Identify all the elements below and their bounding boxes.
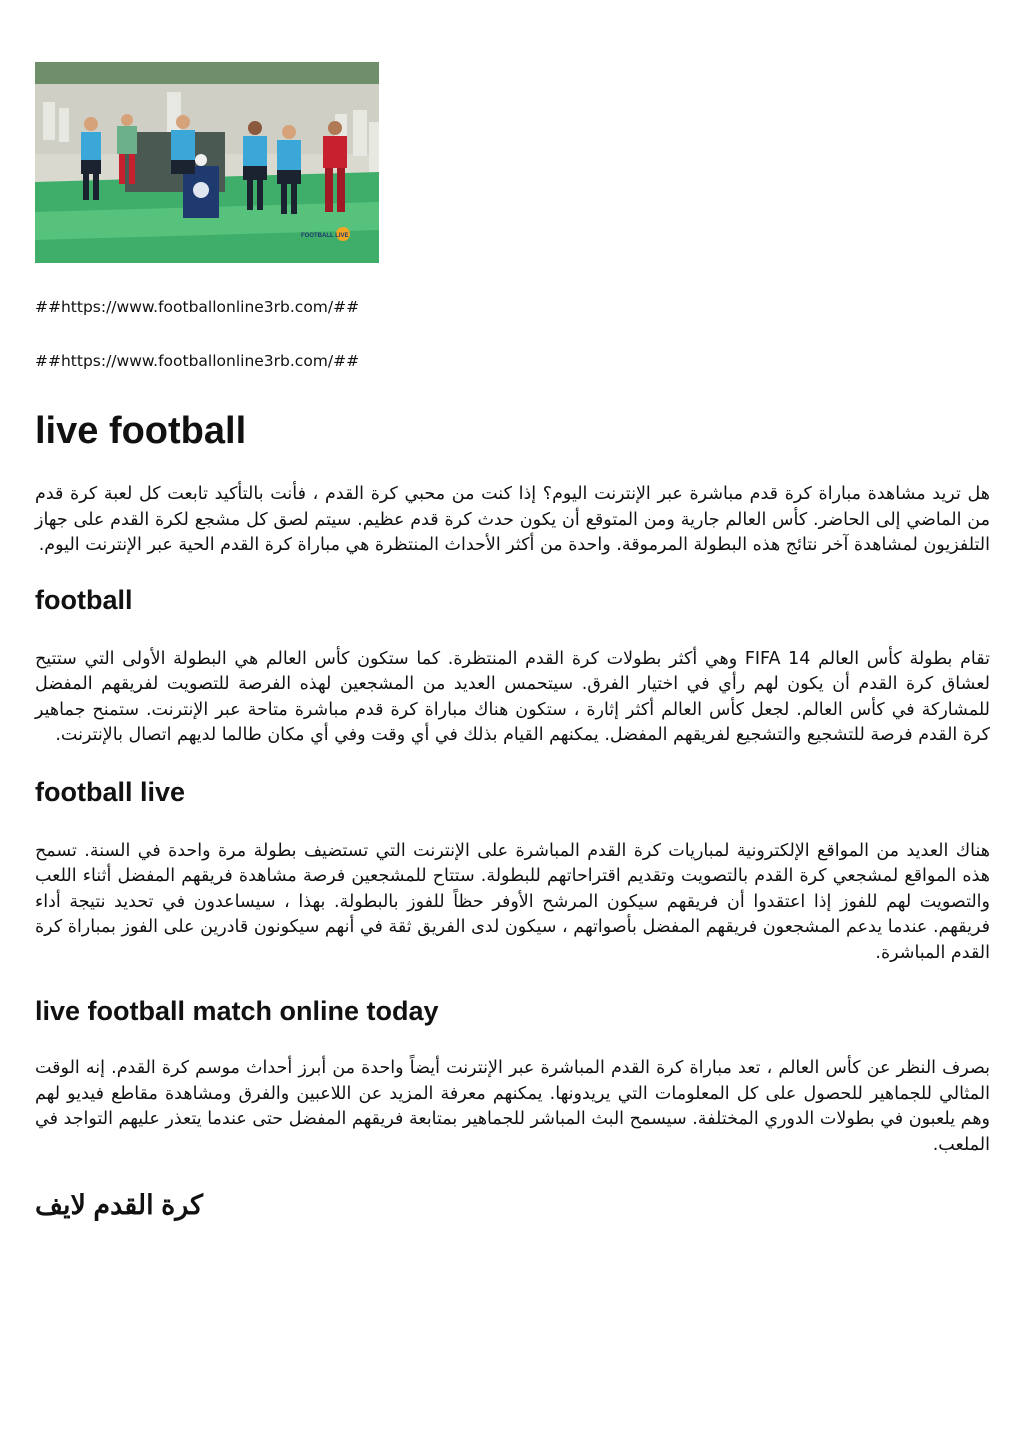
document-page: [35, 62, 990, 1222]
section-heading-arabic: كرة القدم لايف: [35, 1190, 204, 1220]
section-paragraph-football: تقام بطولة كأس العالم FIFA 14 وهي أكثر بطولات كرة القدم المنتظرة. كما ستكون كأس العالم هي البطولة الأولى التي ستتيح لعشاق كرة القدم أن يكون لهم رأي في اختيار الفرق. سيتحمس العديد من المشجعين لهذه الفرصة للتصويت لفريقهم المفضل للمشاركة في كأس العالم. لجعل كأس العالم أكثر إثارة ، ستكون هناك مباراة كرة قدم مباشرة متاحة عبر الإنترنت. ستمنح جماهير كرة القدم فرصة للتشجيع والتشجيع لفريقهم المفضل. يمكنهم القيام بذلك في أي وقت وفي أي مكان طالما لديهم اتصال بالإنترنت.: [35, 648, 990, 745]
section-paragraph-football-live: هناك العديد من المواقع الإلكترونية لمباريات كرة القدم المباشرة على الإنترنت التي تستضيف بطولة مرة واحدة في السنة. تسمح هذه المواقع لمشجعي كرة القدم بالتصويت وتقديم اقتراحاتهم للبطولة. ستتاح للمشجعين فرصة مشاهدة فريقهم المفضل أثناء اللعب والتصويت لهم للفوز إذا اعتقدوا أن فريقهم سيكون المرشح الأوفر حظاً للفوز بالبطولة. بهذا ، سيساعدون في تحديد نتيجة أداء فريقهم. عندما يدعم المشجعون فريقهم المفضل بأصواتهم ، سيكون لدى الفريق ثقة في أنهم سيكونون قادرين على الفوز بمباراة كرة القدم المباشرة.: [35, 840, 990, 963]
photo-logo-text: FOOTBALL LIVE: [301, 233, 349, 239]
match-photo: [35, 62, 379, 263]
section-heading-football: football: [35, 584, 133, 615]
section-heading-football-live: football live: [35, 776, 186, 807]
section-paragraph-live-match-today: بصرف النظر عن كأس العالم ، تعد مباراة كرة القدم المباشرة عبر الإنترنت أيضاً واحدة من أبرز أحداث موسم كرة القدم. إنه الوقت المثالي للجماهير للحصول على كل المعلومات التي يريدونها. يمكنهم معرفة المزيد عن اللاعبين والفرق ومشاهدة مقاطع فيديو لهم وهم يلعبون في بطولات الدوري المختلفة. سيسمح البث المباشر للجماهير بمتابعة فريقهم المفضل حتى عندما يتعذر عليهم التواجد في الملعب.: [35, 1058, 990, 1155]
source-url-2[interactable]: ##https://www.footballonline3rb.com/##: [35, 352, 360, 370]
source-url-1[interactable]: ##https://www.footballonline3rb.com/##: [35, 298, 360, 316]
section-heading-live-match-today: live football match online today: [35, 996, 439, 1026]
intro-paragraph: هل تريد مشاهدة مباراة كرة قدم مباشرة عبر الإنترنت اليوم؟ إذا كنت من محبي كرة القدم ، فأنت بالتأكيد تابعت كل لعبة كرة قدم من الماضي إلى الحاضر. كأس العالم جارية ومن المتوقع أن يكون حدث كرة قدم عظيم. سيتم لصق كل مشجع لكرة القدم على جهاز التلفزيون لمشاهدة آخر نتائج هذه البطولة المرموقة. واحدة من أكثر الأحداث المنتظرة هي مباراة كرة القدم الحية عبر الإنترنت اليوم.: [35, 484, 990, 555]
page-title: live football: [35, 410, 247, 452]
